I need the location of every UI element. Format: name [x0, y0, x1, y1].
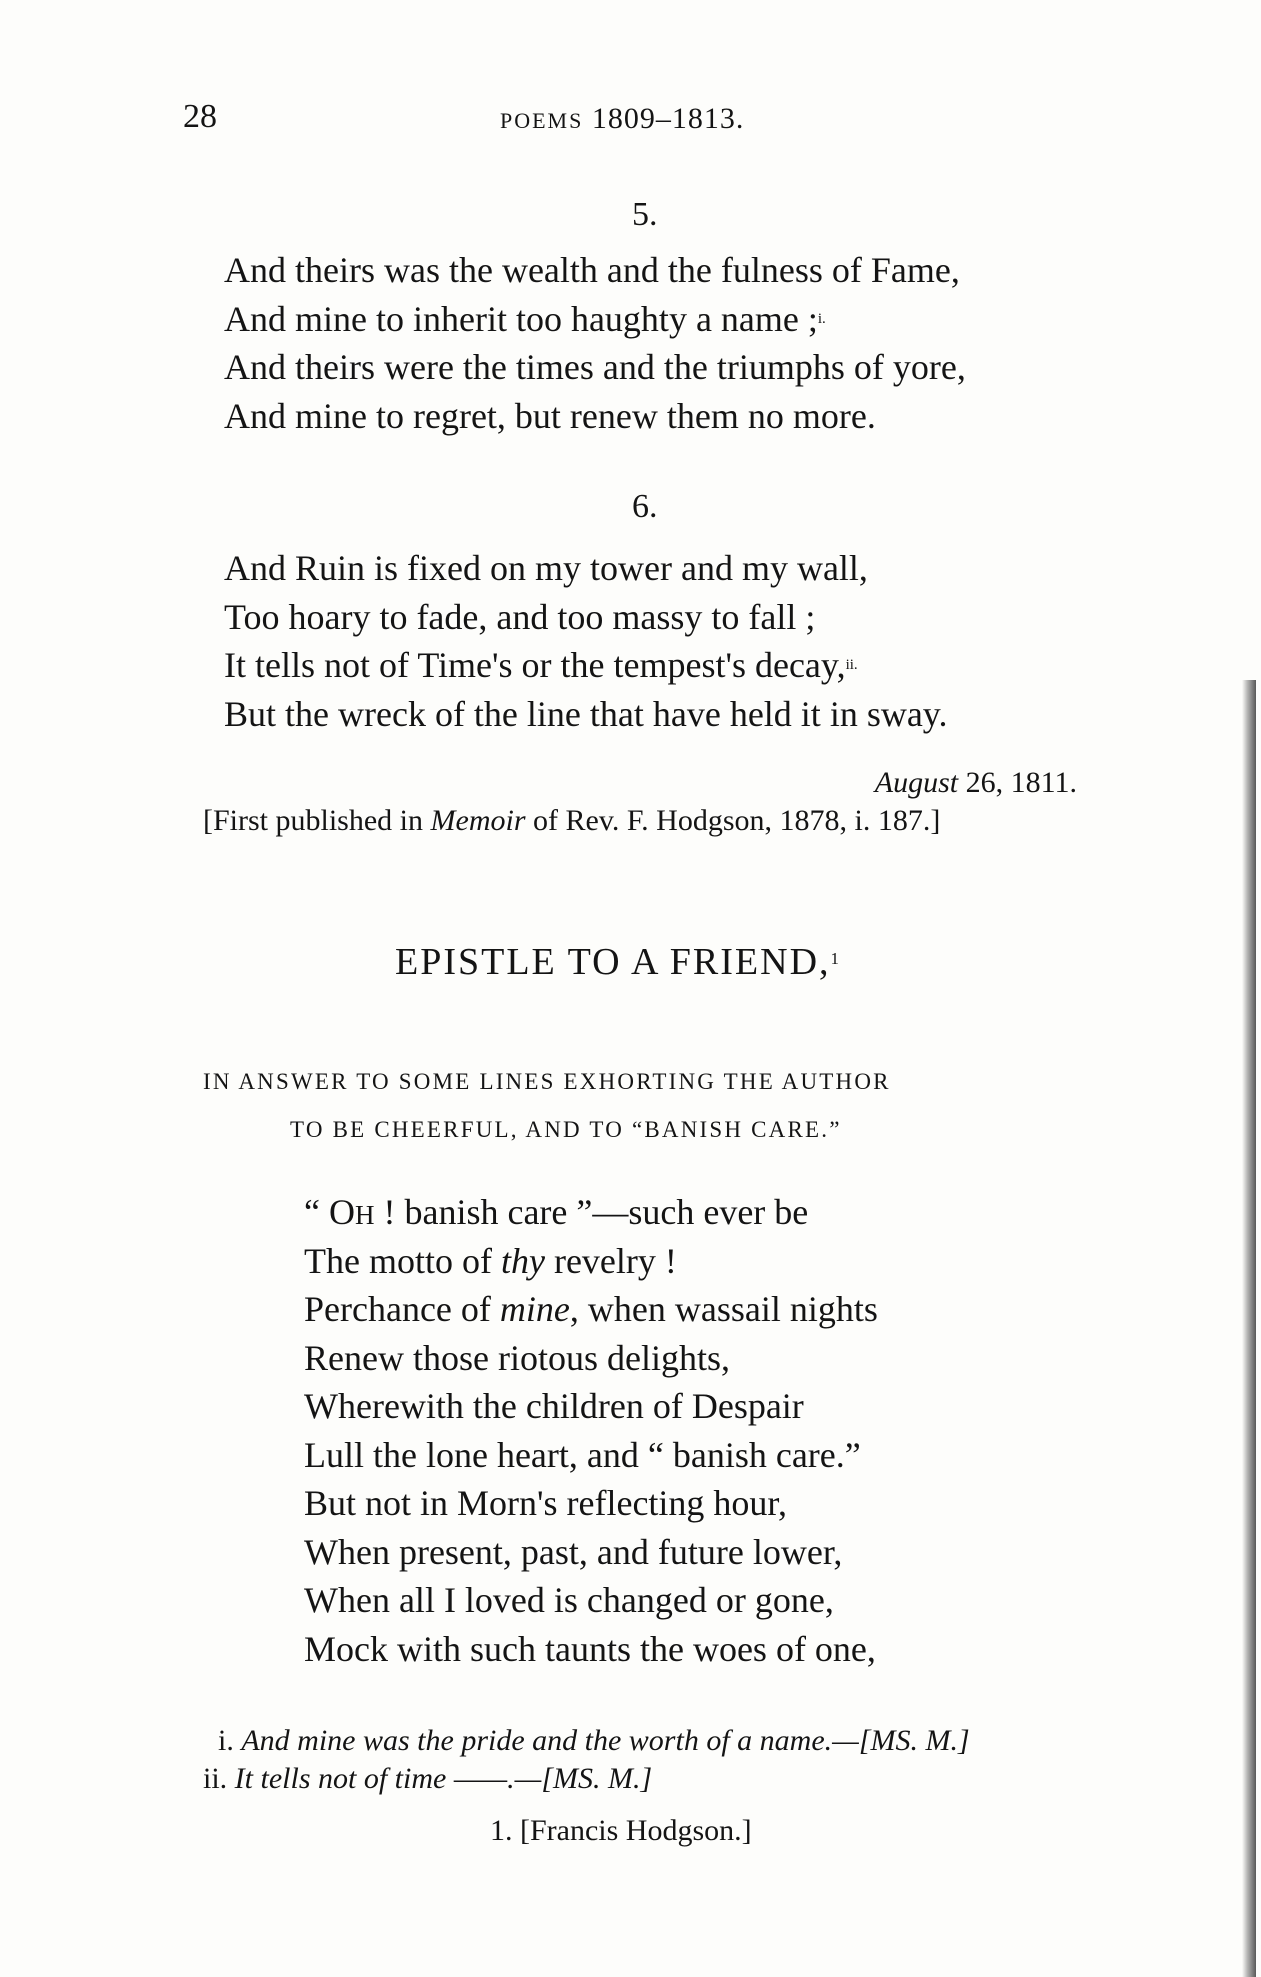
dateline — [875, 766, 1077, 800]
stanza-5 — [224, 246, 966, 440]
publication-note-after: of Rev. F. Hodgson, 1878, i. 187.] — [533, 804, 941, 837]
verse-line — [304, 1188, 878, 1237]
footnote-source: ——.—[MS. M.] — [446, 1762, 653, 1795]
poem-subtitle-line-1: IN ANSWER TO SOME LINES EXHORTING THE AUTHOR — [203, 1069, 891, 1094]
verse-line: Renew those riotous delights, — [304, 1337, 730, 1378]
verse-line-text: And mine to inherit too haughty a name ; — [224, 298, 818, 339]
poem-body — [304, 1188, 878, 1673]
verse-line-text: It tells not of Time's or the tempest's decay, — [224, 645, 846, 685]
footnote-label: i. — [218, 1724, 234, 1757]
footnote-variant-ii — [203, 1762, 652, 1796]
verse-line: Too hoary to fade, and too massy to fall ; — [224, 596, 816, 637]
publication-note — [203, 804, 940, 838]
verse-line: And Ruin is fixed on my tower and my wall, — [224, 548, 868, 588]
verse-line-after: revelry ! — [544, 1240, 677, 1281]
verse-line-open: “ O — [304, 1192, 355, 1232]
verse-line-rest: ! banish care ”—such ever be — [374, 1192, 809, 1232]
verse-line: And theirs was the wealth and the fulness of Fame, — [224, 250, 960, 290]
verse-line-before: The motto of — [304, 1240, 501, 1281]
footnote-text: It tells not of time — [234, 1762, 447, 1795]
page-number: 28 — [183, 98, 217, 135]
verse-line-italic: mine — [499, 1289, 570, 1329]
verse-line — [224, 641, 947, 690]
title-note-mark: 1 — [830, 949, 842, 968]
verse-line — [304, 1237, 878, 1286]
verse-line: When present, past, and future lower, — [304, 1531, 843, 1572]
verse-line: When all I loved is changed or gone, — [304, 1580, 834, 1620]
verse-line-smallcaps: H — [354, 1200, 375, 1230]
running-head-prefix: POEMS — [500, 108, 584, 133]
footnote-text: And mine was the pride and the worth of a name. — [241, 1724, 833, 1757]
verse-line-before: Perchance of — [304, 1289, 500, 1329]
running-head-years: 1809–1813. — [591, 102, 745, 135]
verse-line: Lull the lone heart, and “ banish care.” — [304, 1434, 861, 1475]
note-mark: i. — [817, 310, 826, 327]
verse-line-italic: thy — [500, 1240, 545, 1281]
footnote-source: —[MS. M.] — [832, 1724, 970, 1757]
verse-line: But not in Morn's reflecting hour, — [304, 1483, 787, 1523]
footnote-label: 1. — [490, 1814, 513, 1847]
publication-note-italic: Memoir — [430, 804, 526, 837]
stanza-number: 6. — [632, 488, 658, 525]
verse-line: Mock with such taunts the woes of one, — [304, 1628, 876, 1669]
note-mark: ii. — [845, 657, 858, 673]
footnote-variant-i — [218, 1724, 970, 1758]
footnote-label: ii. — [203, 1762, 228, 1795]
stanza-number: 5. — [632, 196, 658, 233]
verse-line: And theirs were the times and the triumphs of yore, — [224, 347, 966, 387]
verse-line: But the wreck of the line that have held it in sway. — [224, 693, 948, 734]
publication-note-before: [First published in — [203, 804, 424, 837]
footnote-text: [Francis Hodgson.] — [520, 1814, 752, 1847]
verse-line — [304, 1285, 878, 1334]
page-edge-shadow — [1242, 680, 1256, 1977]
verse-line: Wherewith the children of Despair — [304, 1386, 804, 1426]
verse-line-after: , when wassail nights — [569, 1289, 878, 1329]
footnote-1 — [490, 1814, 752, 1848]
poem-subtitle-line-2: TO BE CHEERFUL, AND TO “BANISH CARE.” — [290, 1117, 842, 1142]
poem-title — [395, 940, 841, 984]
verse-line — [224, 295, 966, 344]
stanza-6 — [224, 544, 947, 738]
poem-title-text: EPISTLE TO A FRIEND, — [395, 941, 831, 983]
dateline-rest: 26, 1811. — [965, 766, 1077, 799]
running-head — [500, 102, 744, 136]
dateline-month: August — [874, 766, 959, 799]
verse-line: And mine to regret, but renew them no more. — [224, 395, 876, 436]
